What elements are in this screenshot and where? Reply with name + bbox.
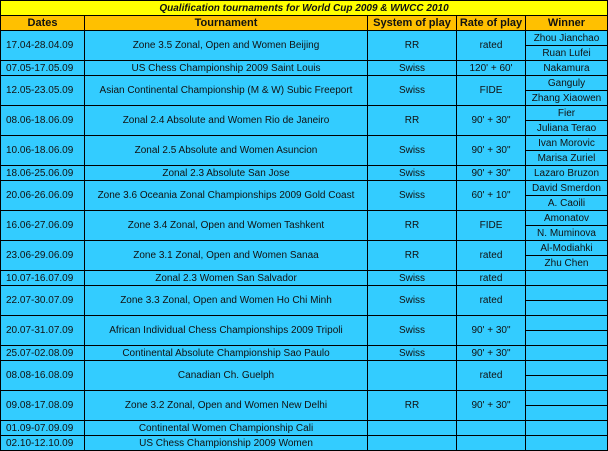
table-title: Qualification tournaments for World Cup 2009 & WWCC 2010 (1, 1, 608, 16)
system-cell: RR (368, 391, 457, 421)
winner-cell: Nakamura (526, 61, 608, 76)
rate-cell: 90' + 30" (457, 106, 526, 136)
system-cell (368, 436, 457, 451)
rate-cell: FIDE (457, 211, 526, 241)
rate-cell: rated (457, 286, 526, 316)
system-cell (368, 361, 457, 391)
tournament-cell: Zone 3.5 Zonal, Open and Women Beijing (85, 31, 368, 61)
tournament-cell: Zone 3.1 Zonal, Open and Women Sanaa (85, 241, 368, 271)
system-cell: RR (368, 241, 457, 271)
table-row (1, 136, 608, 151)
table-row (1, 241, 608, 256)
rate-cell: 90' + 30" (457, 391, 526, 421)
tournament-cell: Zonal 2.3 Absolute San Jose (85, 166, 368, 181)
tournament-cell: Zonal 2.4 Absolute and Women Rio de Janeiro (85, 106, 368, 136)
system-cell: Swiss (368, 136, 457, 166)
date-cell: 01.09-07.09.09 (1, 421, 85, 436)
winner-cell: Amonatov (526, 211, 608, 226)
winner-cell (526, 271, 608, 286)
rate-cell (457, 436, 526, 451)
system-cell: Swiss (368, 346, 457, 361)
tournament-cell: Continental Absolute Championship Sao Paulo (85, 346, 368, 361)
date-cell: 20.07-31.07.09 (1, 316, 85, 346)
rate-cell: 120' + 60' (457, 61, 526, 76)
system-cell (368, 421, 457, 436)
table-row (1, 61, 608, 76)
winner-cell (526, 421, 608, 436)
table-row (1, 316, 608, 331)
header-rate: Rate of play (457, 16, 526, 31)
table-row (1, 166, 608, 181)
winner-cell (526, 391, 608, 406)
table-row (1, 181, 608, 196)
header-dates: Dates (1, 16, 85, 31)
winner-cell: Ganguly (526, 76, 608, 91)
header-tournament: Tournament (85, 16, 368, 31)
date-cell: 25.07-02.08.09 (1, 346, 85, 361)
winner-cell (526, 286, 608, 301)
table-row (1, 436, 608, 451)
tournament-cell: Zonal 2.5 Absolute and Women Asuncion (85, 136, 368, 166)
rate-cell: 90' + 30" (457, 316, 526, 346)
table-row (1, 271, 608, 286)
tournament-cell: Zone 3.3 Zonal, Open and Women Ho Chi Minh (85, 286, 368, 316)
winner-cell: David Smerdon (526, 181, 608, 196)
table-row (1, 106, 608, 121)
system-cell: RR (368, 106, 457, 136)
rate-cell: 90' + 30" (457, 346, 526, 361)
winner-cell (526, 376, 608, 391)
rate-cell: rated (457, 31, 526, 61)
table-row (1, 31, 608, 46)
system-cell: Swiss (368, 61, 457, 76)
winner-cell (526, 346, 608, 361)
winner-cell: Zhang Xiaowen (526, 91, 608, 106)
winner-cell: A. Caoili (526, 196, 608, 211)
winner-cell (526, 436, 608, 451)
tournament-cell: Zone 3.4 Zonal, Open and Women Tashkent (85, 211, 368, 241)
date-cell: 07.05-17.05.09 (1, 61, 85, 76)
table-row (1, 211, 608, 226)
tournament-cell: Zone 3.2 Zonal, Open and Women New Delhi (85, 391, 368, 421)
date-cell: 23.06-29.06.09 (1, 241, 85, 271)
winner-cell: N. Muminova (526, 226, 608, 241)
title-row (1, 1, 608, 16)
system-cell: Swiss (368, 76, 457, 106)
winner-cell: Juliana Terao (526, 121, 608, 136)
winner-cell: Fier (526, 106, 608, 121)
header-winner: Winner (526, 16, 608, 31)
table-row (1, 286, 608, 301)
date-cell: 08.08-16.08.09 (1, 361, 85, 391)
winner-cell: Lazaro Bruzon (526, 166, 608, 181)
rate-cell: 90' + 30" (457, 136, 526, 166)
rate-cell: rated (457, 361, 526, 391)
rate-cell (457, 421, 526, 436)
winner-cell: Marisa Zuriel (526, 151, 608, 166)
table-row (1, 421, 608, 436)
table-row (1, 346, 608, 361)
tournament-cell: African Individual Chess Championships 2009 Tripoli (85, 316, 368, 346)
tournament-cell: US Chess Championship 2009 Women (85, 436, 368, 451)
date-cell: 12.05-23.05.09 (1, 76, 85, 106)
winner-cell: Ruan Lufei (526, 46, 608, 61)
winner-cell (526, 316, 608, 331)
date-cell: 16.06-27.06.09 (1, 211, 85, 241)
system-cell: Swiss (368, 286, 457, 316)
rate-cell: FIDE (457, 76, 526, 106)
tournament-cell: Asian Continental Championship (M & W) Subic Freeport (85, 76, 368, 106)
winner-cell: Zhou Jianchao (526, 31, 608, 46)
rate-cell: 90' + 30" (457, 166, 526, 181)
tournament-cell: Canadian Ch. Guelph (85, 361, 368, 391)
table-row (1, 361, 608, 376)
tournament-cell: Continental Women Championship Cali (85, 421, 368, 436)
system-cell: RR (368, 211, 457, 241)
system-cell: Swiss (368, 316, 457, 346)
tournament-cell: US Chess Championship 2009 Saint Louis (85, 61, 368, 76)
tournament-cell: Zone 3.6 Oceania Zonal Championships 2009 Gold Coast (85, 181, 368, 211)
date-cell: 22.07-30.07.09 (1, 286, 85, 316)
date-cell: 17.04-28.04.09 (1, 31, 85, 61)
date-cell: 18.06-25.06.09 (1, 166, 85, 181)
table-row (1, 391, 608, 406)
winner-cell (526, 406, 608, 421)
system-cell: RR (368, 31, 457, 61)
system-cell: Swiss (368, 271, 457, 286)
winner-cell (526, 361, 608, 376)
rate-cell: rated (457, 271, 526, 286)
system-cell: Swiss (368, 166, 457, 181)
date-cell: 08.06-18.06.09 (1, 106, 85, 136)
winner-cell: Ivan Morovic (526, 136, 608, 151)
date-cell: 02.10-12.10.09 (1, 436, 85, 451)
winner-cell: Zhu Chen (526, 256, 608, 271)
date-cell: 09.08-17.08.09 (1, 391, 85, 421)
winner-cell (526, 331, 608, 346)
winner-cell: Al-Modiahki (526, 241, 608, 256)
tournament-cell: Zonal 2.3 Women San Salvador (85, 271, 368, 286)
date-cell: 10.06-18.06.09 (1, 136, 85, 166)
date-cell: 10.07-16.07.09 (1, 271, 85, 286)
table-row (1, 76, 608, 91)
header-row (1, 16, 608, 31)
header-system: System of play (368, 16, 457, 31)
rate-cell: rated (457, 241, 526, 271)
winner-cell (526, 301, 608, 316)
date-cell: 20.06-26.06.09 (1, 181, 85, 211)
system-cell: Swiss (368, 181, 457, 211)
rate-cell: 60' + 10" (457, 181, 526, 211)
